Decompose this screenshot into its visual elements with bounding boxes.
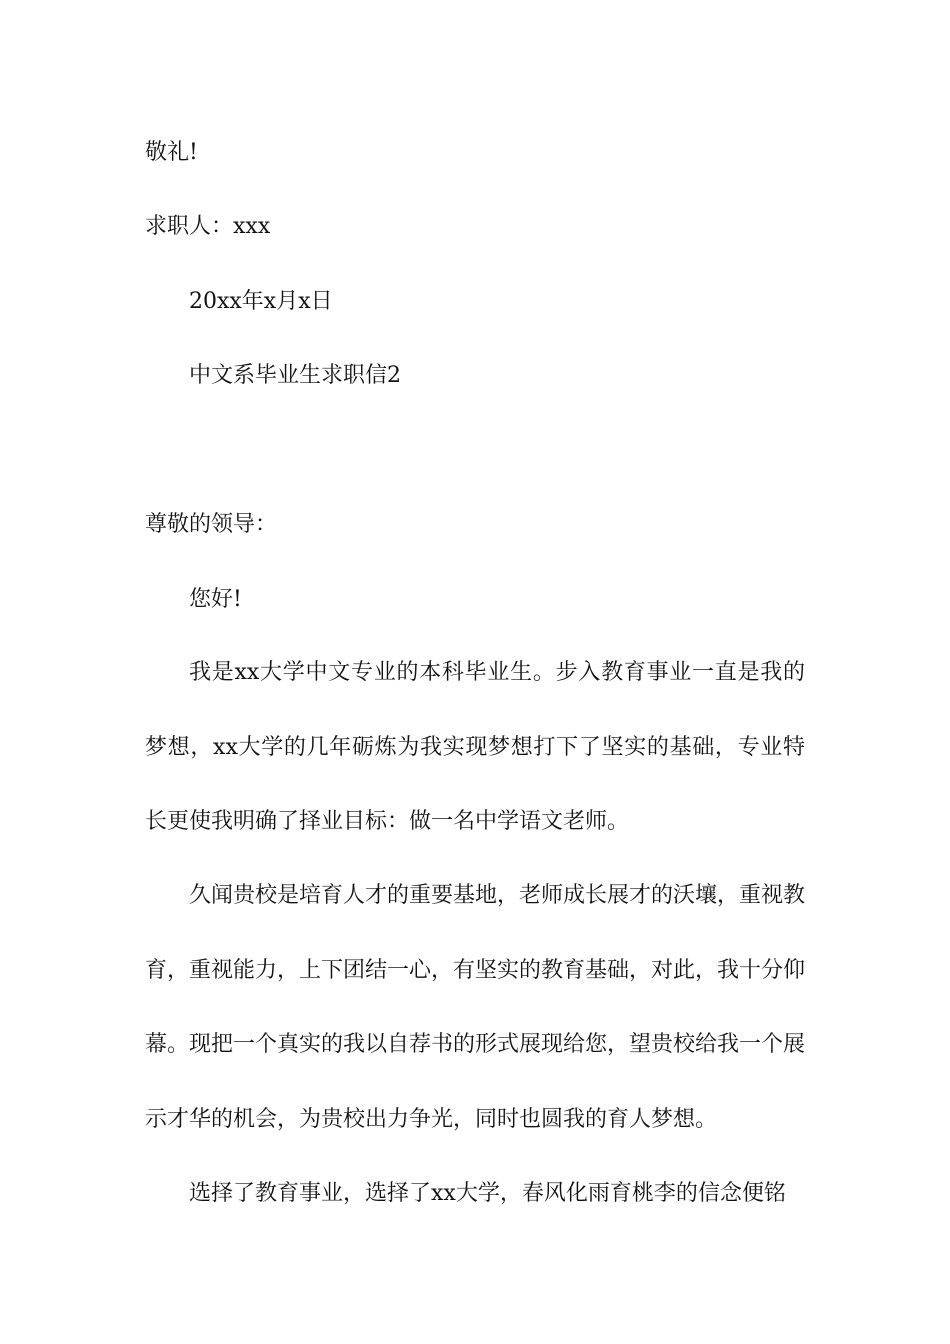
letter-title: 中文系毕业生求职信2 [189,363,401,388]
paragraph-intro: 我是xx大学中文专业的本科毕业生。步入教育事业一直是我的梦想，xx大学的几年砺炼为我实现梦想打下了坚实的基础，专业特长更使我明确了择业目标：做一名中学语文老师。 [145,660,805,834]
greeting: 您好! [189,587,242,612]
paragraph-choice: 选择了教育事业，选择了xx大学，春风化雨育桃李的信念便铭 [189,1181,786,1206]
applicant-signature: 求职人：xxx [145,214,271,239]
closing-salutation: 敬礼! [145,140,198,165]
addressee: 尊敬的领导： [145,512,278,537]
paragraph-school: 久闻贵校是培育人才的重要基地，老师成长展才的沃壤，重视教育，重视能力，上下团结一心，有坚实的教育基础，对此，我十分仰幕。现把一个真实的我以自荐书的形式展现给您，望贵校给我一个展示才华的机会，为贵校出力争光，同时也圆我的育人梦想。 [145,883,806,1132]
letter-date: 20xx年x月x日 [189,289,333,314]
